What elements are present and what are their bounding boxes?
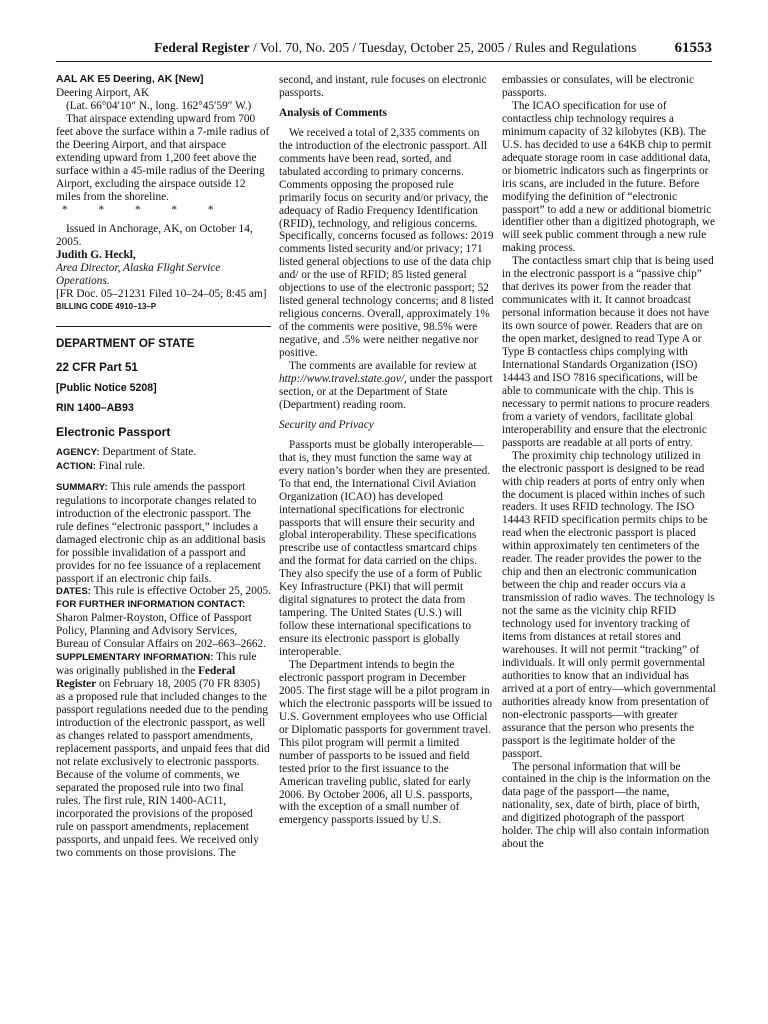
airspace-id: AAL AK E5 Deering, AK [New] — [56, 74, 204, 85]
smartchip-paragraph: The contactless smart chip that is being used in the electronic passport is a “passive chip” that derives its power from the reader that communicates with it. It cannot broadcast personal information because it does not have its own source of power. Readers that are on the open market, designed to read Type A or Type B contactless chips complying with International Standards Organization (ISO) 14443 and ISO 7816 specifications, will be able to communicate with the chip. This is necessary to permit nations to procure readers from a variety of vendors, facilitate global interoperability and ensure that the electronic passports are readable at all ports of entry. — [502, 255, 714, 449]
signer-name: Judith G. Heckl, — [56, 249, 136, 262]
journal-name: Federal Register — [154, 40, 250, 55]
agency-line: AGENCY: Department of State. — [56, 445, 197, 458]
airspace-description: That airspace extending upward from 700 feet above the surface within a 7-mile radius of the Deering Airport, and that airspace extending upward from 1,200 feet above the surface within a 45-mile radius of the Deering Airport, excluding the airspace outside 12 miles from the shoreline. — [56, 112, 270, 203]
summary-paragraph: SUMMARY: This rule amends the passport regulations to incorporate changes related to introduction of the electronic passport. The rule defines “electronic passport,” includes a damaged electronic chip as an additional basis for possible invalidation of a passport and provides for no fee issuance of a replacement passport if an electronic chip fails. — [56, 480, 266, 585]
security-heading: Security and Privacy — [279, 418, 374, 431]
review-paragraph: The comments are available for review at http://www.travel.state.gov/, under the passport section, or at the Department of State (Department) reading room. — [279, 360, 493, 411]
column-1 — [56, 74, 271, 859]
page-number: 61553 — [674, 40, 712, 56]
billing-code: BILLING CODE 4910–13–P — [56, 302, 157, 312]
rin-number: RIN 1400–AB93 — [56, 402, 134, 415]
department-name: DEPARTMENT OF STATE — [56, 337, 195, 351]
airport-name: Deering Airport, AK — [56, 86, 150, 99]
review-link[interactable]: http://www.travel.state.gov/ — [279, 372, 404, 385]
dates-paragraph: DATES: This rule is effective October 25, 2005. — [56, 585, 271, 598]
issue-info: / Vol. 70, No. 205 / Tuesday, October 25, 2005 / Rules and Regulations — [249, 40, 637, 55]
personal-info-paragraph: The personal information that will be contained in the chip is the information on the data page of the passport—the name, nationality, sex, date of birth, place of birth, and digitized photograph of the passport holder. The chip will also contain information about the — [502, 760, 711, 851]
signer-title: Area Director, Alaska Flight Service Operations. — [56, 262, 221, 288]
column-3 — [502, 74, 717, 851]
fr-doc-line: [FR Doc. 05–21231 Filed 10–24–05; 8:45 am] — [56, 288, 267, 301]
continued-text: second, and instant, rule focuses on electronic passports. — [279, 74, 487, 99]
contact-text: Sharon Palmer-Royston, Office of Passport Policy, Planning and Advisory Services, Bureau of Consular Affairs on 202–663–2662. — [56, 612, 267, 651]
section-divider — [56, 326, 271, 327]
proximity-paragraph: The proximity chip technology utilized in the electronic passport is designed to be read with chip readers at ports of entry only when the document is placed within inches of such readers. It uses RFID technology. The ISO 14443 RFID specification permits chips to be read when the electronic passport is placed within approximately ten centimeters of the reader. The reader provides the power to the chip and then an electronic communication between the chip and reader occurs via a transmission of radio waves. The technology is not the same as the vicinity chip RFID technology used for inventory tracking of items from distances at retail stores and warehouses. It will not permit “tracking” of individuals. It will only permit governmental authorities to know that an individual has arrived at a port of entry—which governmental authorities already know from presentation of non-electronic passports—with greater assurance that the person who presents the passport is the legitimate holder of the passport. — [502, 449, 716, 760]
analysis-heading: Analysis of Comments — [279, 106, 387, 119]
cfr-part: 22 CFR Part 51 — [56, 361, 138, 375]
running-head — [56, 40, 675, 61]
stars-separator: * * * * * — [62, 203, 228, 216]
page-header — [56, 40, 712, 62]
action-line: ACTION: Final rule. — [56, 459, 146, 472]
contact-label: FOR FURTHER INFORMATION CONTACT: — [56, 599, 246, 611]
icao-paragraph: The ICAO specification for use of contactless chip technology requires a minimum capacity of 32 kilobytes (KB). The U.S. has decided to use a 64KB chip to permit adequate storage room in case additional data, or biometric indicators such as fingerprints or iris scans, are included in the future. Before modifying the definition of “electronic passport” to add a new or additional biometric identifier other than a digitized photograph, we will seek public comment through a new rule making process. — [502, 99, 716, 255]
column-2 — [279, 74, 494, 827]
airport-coords: (Lat. 66°04′10″ N., long. 162°45′59″ W.) — [66, 99, 252, 112]
security-paragraph: Passports must be globally interoperable—that is, they must function the same way at every nation’s border when they are presented. To that end, the International Civil Aviation Organization (ICAO) has developed international specifications for electronic passports that will ensure their security and global interoperability. These specifications prescribe use of contactless smartcard chips and the format for data carried on the chips. They also specify the use of a form of Public Key Infrastructure (PKI) that will permit digital signatures to protect the data from tampering. The United States (U.S.) will follow these international specifications to ensure its electronic passport is globally interoperable. — [279, 438, 491, 659]
public-notice: [Public Notice 5208] — [56, 382, 157, 395]
program-paragraph: The Department intends to begin the electronic passport program in December 2005. The first stage will be a pilot program in which the electronic passports will be issued to U.S. Government employees who use Official or Diplomatic passports for government travel. This pilot program will permit a limited number of passports to be issued and field tested prior to the first issuance to the American traveling public, slated for early 2006. By October 2006, all U.S. passports, with the exception of a small number of emergency passports issued by U.S. — [279, 658, 493, 827]
supplementary-paragraph: SUPPLEMENTARY INFORMATION: This rule was originally published in the Federal Register on February 18, 2005 (70 FR 8305) as a proposed rule that included changes to the passport regulations needed due to the pending introduction of the electronic passport, as well as changes related to passport amendments, replacement passports, and unpaid fees that did not relate exclusively to electronic passports. Because of the volume of comments, we separated the proposed rule into two final rules. The first rule, RIN 1400-AC11, incorporated the provisions of the proposed rule on passport amendments, replacement passports, and unpaid fees. We received only two comments on those provisions. The — [56, 651, 270, 859]
issued-line: Issued in Anchorage, AK, on October 14, 2005. — [56, 223, 253, 249]
continued-text: embassies or consulates, will be electronic passports. — [502, 74, 694, 99]
analysis-paragraph: We received a total of 2,335 comments on the introduction of the electronic passport. All comments have been read, sorted, and tabulated according to primary concerns. Comments opposing the proposed rule primarily focus on security and/or privacy, the adequacy of Radio Frequency Identification (RFID), technology, and religious concerns. Specifically, concerns focused as follows: 2019 comments listed security and/or privacy; 171 listed general objections to use of the data chip and/ or the use of RFID; 85 listed general objections to use of the electronic passport; 52 listed general technology concerns; and 8 listed religious concerns. Overall, approximately 1% of the comments were positive, 98.5% were negative, and .5% were neither negative nor positive. — [279, 126, 494, 360]
rule-title: Electronic Passport — [56, 424, 171, 439]
